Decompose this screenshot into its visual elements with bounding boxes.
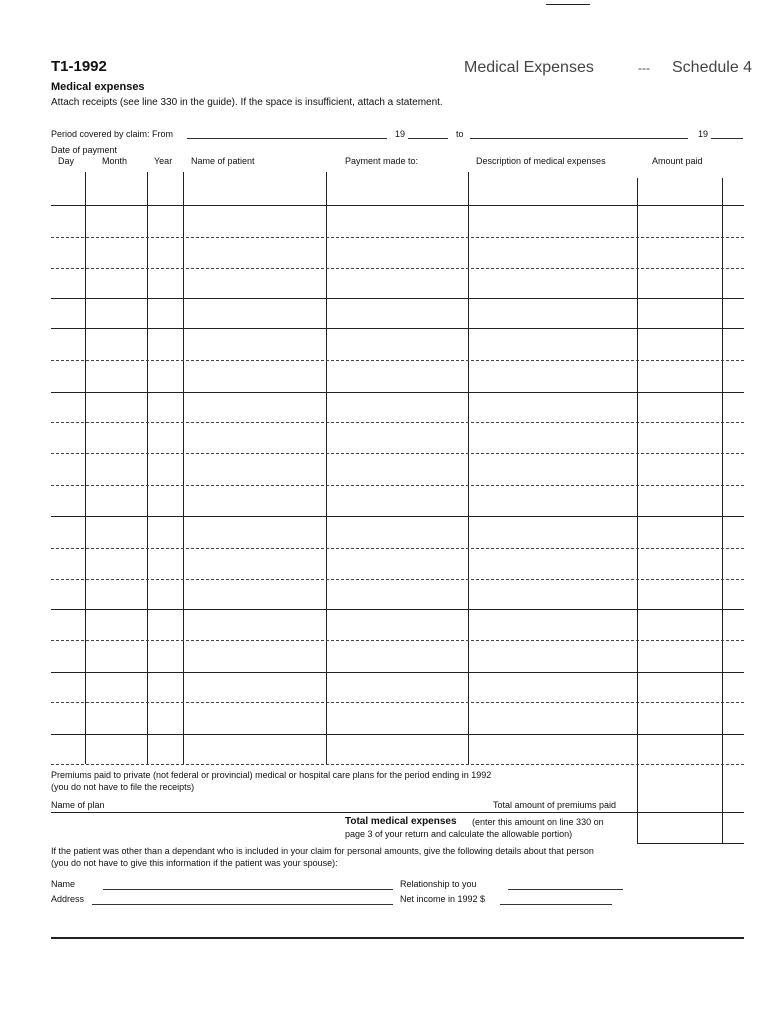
column-day: Day (58, 156, 75, 166)
table-row[interactable] (51, 328, 744, 329)
table-row[interactable] (51, 702, 744, 703)
table-row[interactable] (51, 237, 744, 238)
section-title: Medical expenses (51, 81, 145, 93)
premiums-text: Premiums paid to private (not federal or provincial) medical or hospital care plans for the period ending in 1992 (51, 770, 492, 780)
period-from-year-field[interactable] (408, 138, 448, 139)
grid-vline-description (637, 178, 638, 843)
top-mark (546, 4, 590, 5)
table-row[interactable] (51, 422, 744, 423)
period-to-field[interactable] (470, 138, 688, 139)
schedule-label: Schedule 4 (672, 59, 753, 76)
grid-vline-year (183, 172, 184, 764)
period-year-prefix-1: 19 (395, 129, 406, 139)
patient-name-field[interactable] (103, 889, 393, 890)
table-row[interactable] (51, 579, 744, 580)
table-row[interactable] (51, 548, 744, 549)
period-to-year-field[interactable] (711, 138, 743, 139)
total-premiums-label: Total amount of premiums paid (493, 800, 617, 810)
table-row[interactable] (51, 672, 744, 673)
table-row[interactable] (51, 453, 744, 454)
form-title: Medical Expenses (464, 59, 594, 76)
form-number: T1-1992 (51, 58, 107, 75)
table-row[interactable] (51, 205, 744, 206)
column-payment-made-to: Payment made to: (345, 156, 419, 166)
table-row[interactable] (51, 360, 744, 361)
total-medical-expenses-field[interactable] (637, 843, 744, 844)
period-to-label: to (456, 129, 464, 139)
column-year: Year (154, 156, 173, 166)
table-row[interactable] (51, 516, 744, 517)
total-premiums-field[interactable] (637, 812, 744, 813)
grid-vline-month (147, 172, 148, 764)
patient-address-label: Address (51, 894, 85, 904)
period-label: Period covered by claim: From (51, 129, 174, 139)
patient-name-label: Name (51, 879, 76, 889)
patient-address-field[interactable] (92, 904, 393, 905)
period-year-prefix-2: 19 (698, 129, 709, 139)
name-of-plan-field[interactable] (51, 812, 637, 813)
table-row[interactable] (51, 485, 744, 486)
grid-vline-amount (722, 178, 723, 843)
table-row[interactable] (51, 298, 744, 299)
grid-vline-payee (468, 172, 469, 764)
table-row[interactable] (51, 640, 744, 641)
column-amount-paid: Amount paid (652, 156, 703, 166)
table-row[interactable] (51, 734, 744, 735)
net-income-label: Net income in 1992 $ (400, 894, 486, 904)
premiums-note: (you do not have to file the receipts) (51, 782, 195, 792)
section-instruction: Attach receipts (see line 330 in the guide). If the space is insufficient, attach a statement. (51, 97, 443, 108)
column-name-of-patient: Name of patient (191, 156, 255, 166)
title-separator: --- (638, 61, 650, 75)
table-row[interactable] (51, 609, 744, 610)
total-medical-expenses-label: Total medical expenses (345, 816, 457, 827)
relationship-field[interactable] (508, 889, 623, 890)
patient-details-text: If the patient was other than a dependant who is included in your claim for personal amounts, give the following details about that person (51, 846, 594, 856)
total-note-2: page 3 of your return and calculate the allowable portion) (345, 829, 573, 839)
column-description: Description of medical expenses (476, 156, 606, 166)
grid-vline-patient (326, 172, 327, 764)
table-row[interactable] (51, 392, 744, 393)
relationship-label: Relationship to you (400, 879, 477, 889)
table-row[interactable] (51, 764, 744, 765)
period-from-field[interactable] (187, 138, 387, 139)
grid-vline-day (85, 172, 86, 764)
total-note-1: (enter this amount on line 330 on (472, 817, 604, 827)
net-income-field[interactable] (500, 904, 612, 905)
table-row[interactable] (51, 268, 744, 269)
bottom-rule (51, 937, 744, 939)
name-of-plan-label: Name of plan (51, 800, 105, 810)
patient-details-note: (you do not have to give this information if the patient was your spouse): (51, 858, 338, 868)
date-of-payment-label: Date of payment (51, 145, 118, 155)
column-month: Month (102, 156, 128, 166)
